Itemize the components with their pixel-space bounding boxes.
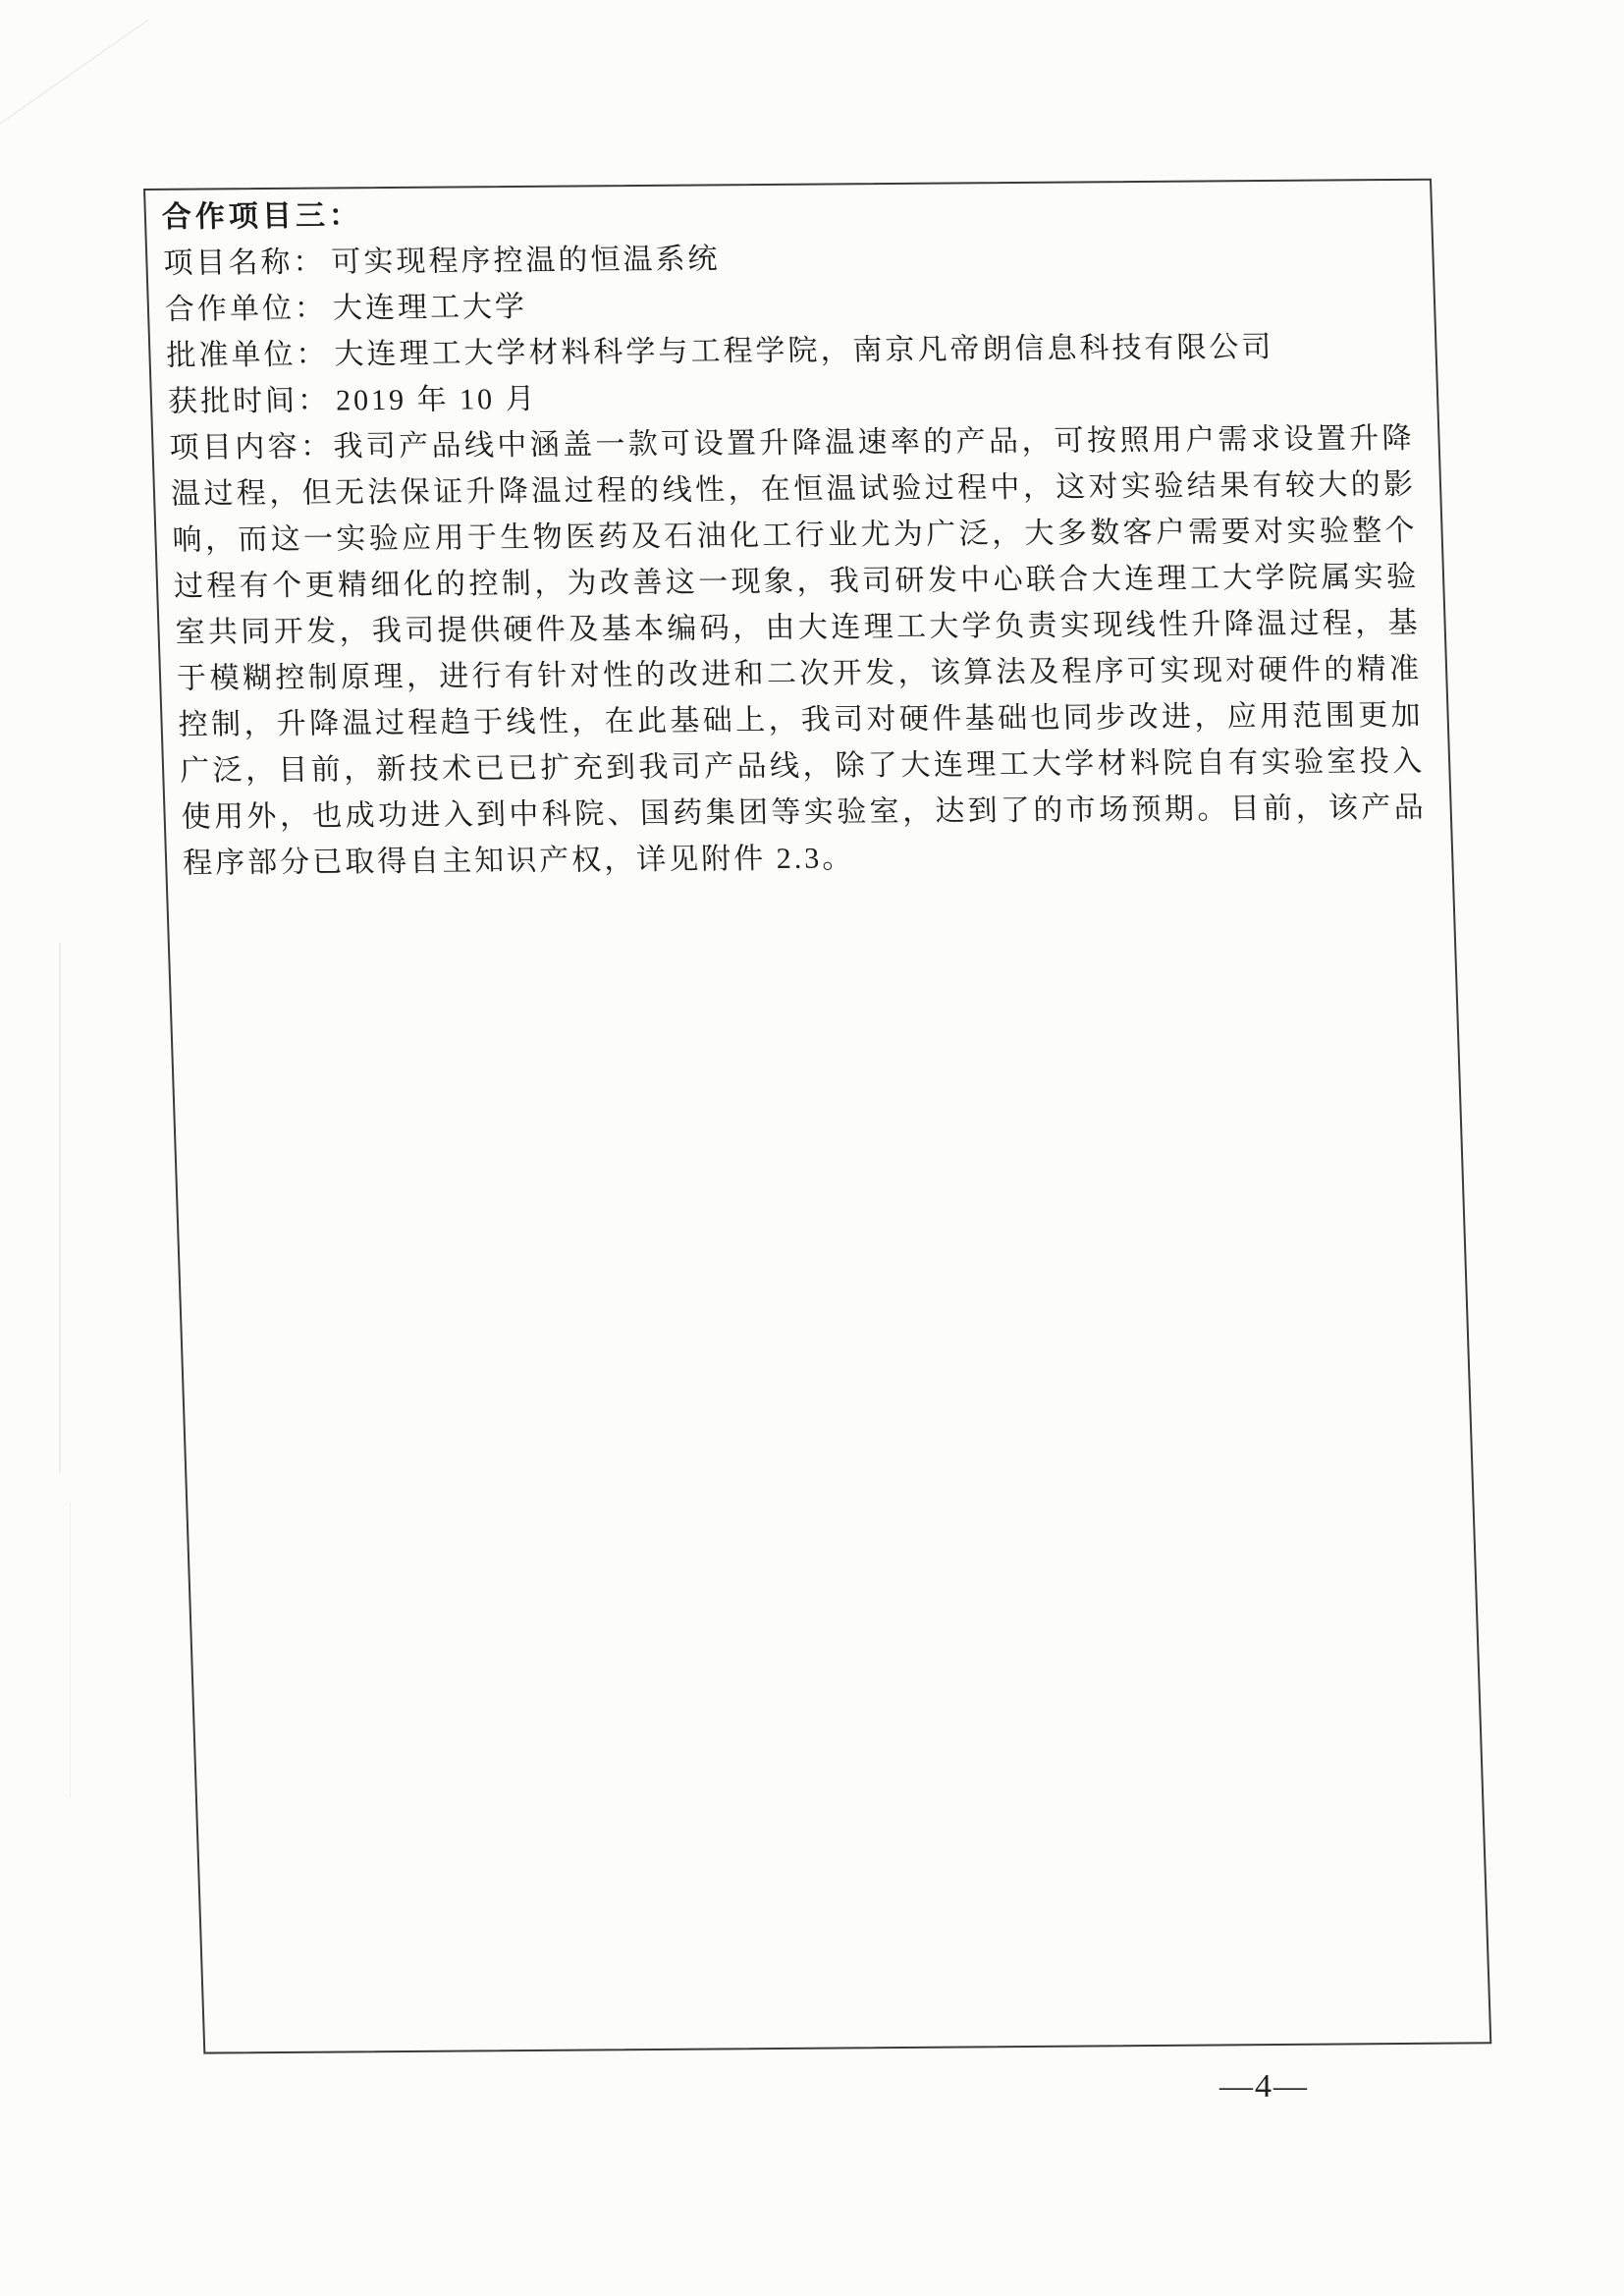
field-label: 合作单位：: [164, 292, 328, 326]
content-body: 我司产品线中涵盖一款可设置升降温速率的产品，可按照用户需求设置升降温过程，但无法保证升降温过程的线性，在恒温试验过程中，这对实验结果有较大的影响，而这一实验应用于生物医药及石油化工行业尤为广泛，大多数客户需要对实验整个过程有个更精细化的控制，为改善这一现象，我司研发中心联合大连理工大学院属实验室共同开发，我司提供硬件及基本编码，由大连理工大学负责实现线性升降温过程，基于模糊控制原理，进行有针对性的改进和二次开发，该算法及程序可实现对硬件的精准控制，升降温过程趋于线性，在此基础上，我司对硬件基础也同步改进，应用范围更加广泛，目前，新技术已已扩充到我司产品线，除了大连理工大学材料院自有实验室投入使用外，也成功进入到中科院、国药集团等实验室，达到了的市场预期。目前，该产品程序部分已取得自主知识产权，详见附件 2.3。: [170, 421, 1428, 880]
field-value: 可实现程序控温的恒温系统: [330, 243, 721, 279]
project-info-box: [143, 179, 1491, 2054]
field-label: 获批时间：: [167, 384, 331, 418]
scan-streak-artifact: [59, 943, 61, 1473]
field-value: 大连理工大学: [332, 290, 528, 325]
scan-streak-artifact: [0, 20, 148, 138]
field-value: 大连理工大学材料科学与工程学院，南京凡帝朗信息科技有限公司: [333, 330, 1275, 371]
scan-streak-artifact: [70, 1503, 71, 1797]
page-number: —4—: [1219, 2068, 1309, 2105]
section-title: 合作项目三：: [161, 199, 363, 234]
field-label: 项目名称：: [162, 246, 326, 280]
field-value: 2019 年 10 月: [335, 382, 539, 417]
field-row-approval-unit: [166, 323, 1412, 379]
content-label: 项目内容：: [169, 430, 334, 465]
project-content-paragraph: [169, 415, 1429, 887]
field-label: 批准单位：: [165, 338, 330, 372]
